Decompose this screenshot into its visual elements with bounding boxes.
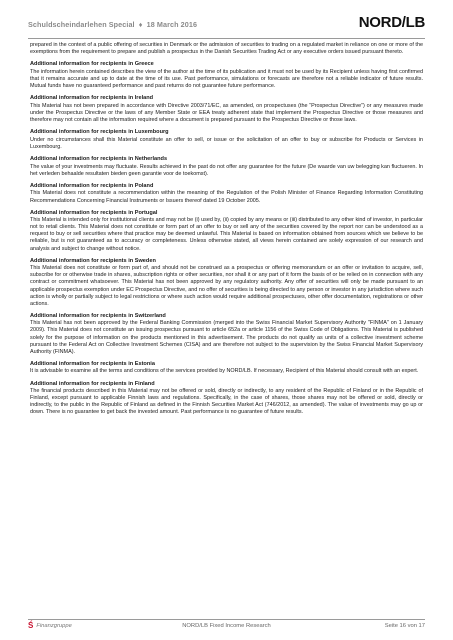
page-header bbox=[28, 14, 425, 36]
info-section bbox=[30, 129, 423, 151]
section-heading: Additional information for recipients in Estonia bbox=[30, 360, 155, 367]
diamond-separator-icon: ♦ bbox=[136, 20, 145, 29]
section-heading: Additional information for recipients in Poland bbox=[30, 182, 154, 189]
info-section bbox=[30, 313, 423, 356]
info-section bbox=[30, 156, 423, 178]
page-footer bbox=[28, 622, 425, 634]
section-heading: Additional information for recipients in Luxembourg bbox=[30, 129, 169, 136]
section-text: The information herein contained describes the view of the author at the time of its publication and it must not be used by its Recipient unless having first confirmed that it remains accurate and up to date at the time of its use. Past performance, simulations or forecasts are therefore not a reliable indicator of future results. Mutual funds have no guaranteed performance and past returns do not guarantee future performance. bbox=[30, 68, 423, 89]
footer-divider bbox=[28, 619, 425, 620]
nordlb-logo: NORD/LB bbox=[358, 14, 425, 31]
sections-container bbox=[30, 61, 423, 416]
sparkasse-s-icon: Ś bbox=[28, 621, 34, 630]
section-heading: Additional information for recipients in Sweden bbox=[30, 257, 156, 264]
section-text: This Material has not been prepared in accordance with Directive 2003/71/EC, as amended, on prospectuses (the “Prospectus Directive”) or any measures made under the Prospectus Directive or the laws of any Member State or EEA treaty adherent state that implement the Prospectus Directive or those measures and therefore may not contain all the information required where a document is prepared pursuant to the Prospectus Directive or those laws. bbox=[30, 102, 423, 123]
document-body bbox=[30, 42, 423, 416]
section-heading: Additional information for recipients in Ireland bbox=[30, 95, 154, 102]
header-divider bbox=[28, 38, 425, 39]
info-section bbox=[30, 210, 423, 253]
section-heading: Additional information for recipients in Switzerland bbox=[30, 312, 166, 319]
info-section bbox=[30, 381, 423, 417]
section-text: This Material does not constitute a recommendation within the meaning of the Regulation of the Polish Minister of Finance Regarding Information Constituting Recommendations Concerning Financial Instruments or Issuers thereof dated 19 October 2005. bbox=[30, 190, 423, 204]
section-text: This Material is intended only for institutional clients and may not be (i) used by, (ii) copied by any means or (iii) distributed to any other kind of investor, in particular not to retail clients. This Material does not constitute or form part of an offer to buy or sell any of the securities covered by the report nor can be understood as a request to buy or sell securities where that practice may be deemed unlawful. This Material is based on information obtained from sources which we believe to be reliable, but is not guaranteed as to accuracy or completeness. Unless otherwise stated, all views herein contained are solely expression of our research and analysis and subject to change without notice. bbox=[30, 217, 423, 252]
footer-center-text: NORD/LB Fixed Income Research bbox=[182, 623, 271, 629]
intro-paragraph: prepared in the context of a public offering of securities in Denmark or the admission of securities to trading on a regulated market in reliance on one or more of the exemptions from the requirement to prepare and publish a prospectus in the Danish Securities Trading Act or any executive orders issued pursuant thereto. bbox=[30, 42, 423, 56]
section-text: This Material has not been approved by the Federal Banking Commission (merged into the Swiss Financial Market Supervisory Authority "FINMA" on 1 January 2009). This Material does not constitute an issuing prospectus pursuant to article 652a or article 1156 of the Swiss Code of Obligations. This Material is published solely for the purpose of information on the products mentioned in this advertisement. The products do not qualify as units of a collective investment scheme pursuant to the Federal Act on Collective Investment Schemes (CISA) and are therefore not subject to the supervision by the Swiss Financial Market Supervisory Authority (FINMA). bbox=[30, 320, 423, 355]
section-text: The value of your investments may fluctuate. Results achieved in the past do not offer any guarantee for the future (De waarde van uw belegging kan fluctueren. In het verleden behaalde resultaten bieden geen garantie voor de toekomst). bbox=[30, 163, 423, 177]
report-title: Schuldscheindarlehen Special bbox=[28, 20, 135, 29]
header-title-line bbox=[28, 20, 197, 29]
section-text: This Material does not constitute or form part of, and should not be construed as a prospectus or offering memorandum or an offer or invitation to acquire, sell, subscribe for or otherwise trade in shares, subscription rights or other securities, nor shall it or any part of it form the basis of or be relied on in connection with any contract or commitment whatsoever. This Material has not been approved by any regulatory authority. Any offer of securities will only be made pursuant to an applicable prospectus exemption under EC Prospectus Directive, and no offer of securities is being directed to any person or investor in any jurisdiction where such action is wholly or partially subject to legal restrictions or where such action would require additional prospectuses, other offer documentation, registrations or other actions. bbox=[30, 265, 423, 307]
report-date: 18 March 2016 bbox=[146, 20, 198, 29]
info-section bbox=[30, 258, 423, 308]
section-heading: Additional information for recipients in Portugal bbox=[30, 209, 158, 216]
page-number: Seite 16 von 17 bbox=[384, 623, 425, 629]
info-section bbox=[30, 95, 423, 124]
section-heading: Additional information for recipients in Greece bbox=[30, 61, 154, 68]
info-section bbox=[30, 61, 423, 90]
section-text: The financial products described in this Material may not be offered or sold, directly or indirectly, to any resident of the Republic of Finland or in the Republic of Finland, except pursuant to applicable Finnish laws and regulations. Specifically, in the case of shares, those shares may not be offered or sold, directly or indirectly, to the public in the Republic of Finland as defined in the Finnish Securities Market Act (746/2012, as amended). The value of investments may go up or down. There is no guarantee to get back the invested amount. Past performance is no guarantee of future results. bbox=[30, 388, 423, 416]
section-heading: Additional information for recipients in Finland bbox=[30, 380, 155, 387]
footer-brand-label: Finanzgruppe bbox=[36, 623, 72, 629]
section-text: It is advisable to examine all the terms and conditions of the services provided by NORD/LB. If necessary, Recipient of this Material should consult with an expert. bbox=[30, 368, 419, 375]
section-heading: Additional information for recipients in Netherlands bbox=[30, 156, 168, 162]
info-section bbox=[30, 183, 423, 205]
info-section bbox=[30, 361, 423, 376]
section-text: Under no circumstances shall this Material constitute an offer to sell, or issue or the solicitation of an offer to buy or subscribe for Products or Services in Luxembourg. bbox=[30, 136, 423, 150]
